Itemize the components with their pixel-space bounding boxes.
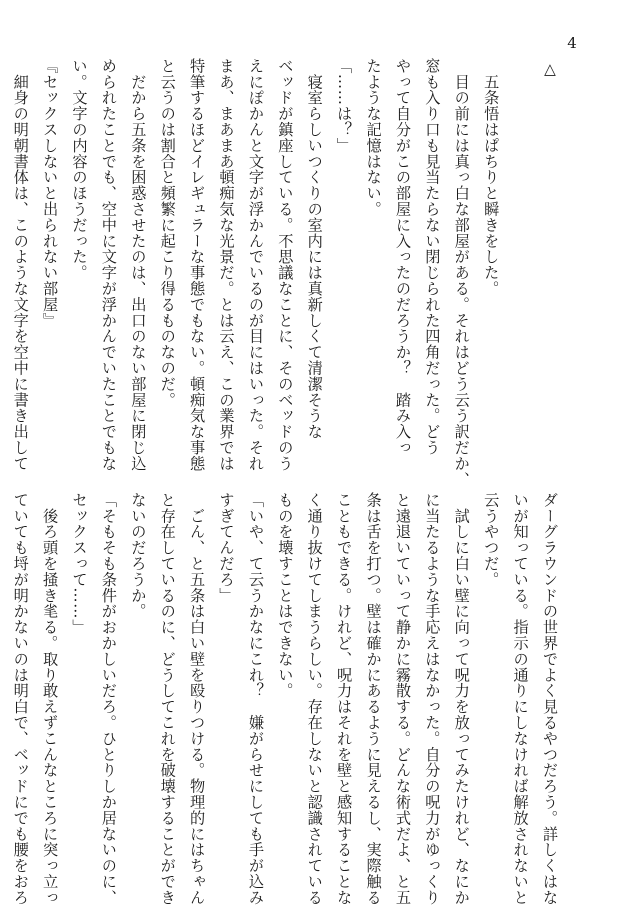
text-line: だから五条を困惑させたのは、出口のない部屋に閉じ込 [129, 58, 148, 472]
text-line: ベッドが鎮座している。不思議なことに、そのベッドのう [276, 58, 295, 472]
text-line: 五条悟はぱちりと瞬きをした。 [482, 58, 501, 297]
text-line: く通り抜けてしまうらしい。存在しないと認識されている [305, 492, 324, 905]
text-line: 後ろ頭を掻き毟る。取り敢えずこんなところに突っ立っ [41, 492, 60, 905]
text-line: 「……は？」 [335, 58, 354, 154]
text-line: 目の前には真っ白な部屋がある。それはどう云う訳だか、 [452, 58, 471, 488]
text-line: ないのだろうか。 [129, 492, 148, 620]
text-line: 試しに白い壁に向って呪力を放ってみたけれど、なにか [452, 492, 471, 905]
text-line: い。文字の内容のほうだった。 [70, 58, 89, 281]
text-line: 云うやつだ。 [482, 492, 501, 588]
text-line: 『セックスしないと出られない部屋』 [41, 58, 60, 329]
text-line: ダーグラウンドの世界でよく見るやつだろう。詳しくはな [541, 492, 559, 905]
text-line: ものを壊すことはできない。 [276, 492, 295, 699]
text-line: 条は舌を打つ。壁は確かにあるように見えるし、実際触る [364, 492, 383, 905]
text-line: 窓も入り口も見当たらない閉じられた四角だった。どう [423, 58, 442, 456]
text-line [0, 492, 5, 854]
page-number: 4 [567, 34, 577, 52]
text-line: セックスって……」 [70, 492, 89, 636]
text-line: と存在しているのに、どうしてこれを破壊することができ [158, 492, 177, 905]
text-line: やって自分がこの部屋に入ったのだろうか？ 踏み入っ [393, 58, 412, 456]
text-line: ていても埒が明かないのは明白で、ベッドにでも腰をおろ [11, 492, 30, 905]
text-block-upper [11, 58, 564, 488]
text-line: と云うのは割合と頻繁に起こり得るものなのだ。 [158, 58, 177, 408]
text-line: 「いや、て云うかなにこれ？ 嫌がらせにしても手が込み [246, 492, 265, 905]
text-line: 細身の明朝書体は、このような文字を空中に書き出して [11, 58, 30, 472]
text-line: たような記憶はない。 [364, 58, 383, 217]
text-line: められたことでも、空中に文字が浮かんでいたことでもな [99, 58, 118, 472]
text-line: 寝室らしいつくりの室内には真新しくて清潔そうな [305, 58, 324, 440]
text-line: と遠退いていって静かに霧散する。どんな術式だよ、と五 [393, 492, 412, 905]
text-line: 特筆するほどイレギュラーな事態でもない。頓痴気な事態 [188, 58, 207, 472]
text-line: いが知っている。指示の通りにしなければ解放されないと [511, 492, 530, 905]
text-line: えにぽかんと文字が浮かんでいるのが目にはいった。それ [246, 58, 265, 472]
text-line [505, 58, 534, 438]
text-line: ごん、と五条は白い壁を殴りつける。物理的にはちゃん [188, 492, 207, 905]
text-line: すぎてんだろ」 [217, 492, 236, 604]
text-block-lower [11, 492, 564, 905]
text-line: こともできる。けれど、呪力はそれを壁と感知することな [335, 492, 354, 905]
text-line: まあ、まあまあ頓痴気な光景だ。とは云え、この業界では [217, 58, 236, 472]
text-line: に当たるような手応えはなかった。自分の呪力がゆっくり [423, 492, 442, 905]
text-line: 「そもそも条件がおかしいだろ。ひとりしか居ないのに、 [99, 492, 118, 905]
scene-break-triangle: △ [541, 60, 559, 79]
